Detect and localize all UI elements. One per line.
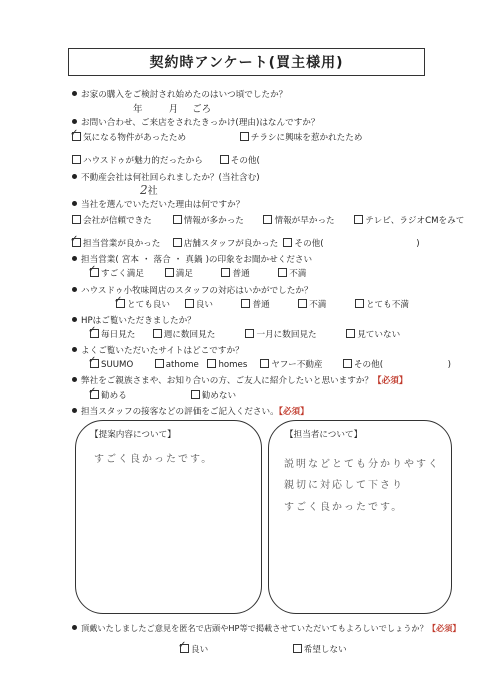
question-evaluation — [72, 405, 309, 417]
option-normal[interactable]: 普通 — [241, 298, 285, 310]
checkbox[interactable] — [72, 215, 81, 224]
close-paren: ) — [416, 239, 420, 249]
option-other[interactable]: その他( — [283, 237, 403, 249]
approx-label: ごろ — [192, 104, 212, 115]
checkbox[interactable] — [185, 299, 194, 308]
recommend-options — [90, 389, 246, 401]
checkbox[interactable] — [155, 359, 164, 368]
option-other[interactable]: その他( — [220, 154, 260, 166]
option-interesting-property[interactable]: 気になる物件があったため — [72, 131, 227, 143]
bullet-icon — [72, 625, 77, 630]
month-label: 月 — [168, 104, 179, 115]
question-sites — [72, 344, 244, 356]
bullet-icon — [72, 408, 77, 413]
question-text: お問い合わせ、ご来店をされたきっかけ(理由)はなんですか？ — [81, 118, 320, 128]
option-no[interactable]: 希望しない — [293, 643, 347, 655]
checkbox[interactable] — [293, 644, 302, 653]
checkbox[interactable] — [343, 359, 352, 368]
option-flyer[interactable]: チラシに興味を惹かれたため — [240, 131, 363, 143]
staff-name: 宮本 — [121, 255, 139, 265]
question-text: 頂戴いたしましたご意見を匿名で店頭やHP等で掲載させていただいてもよろしいでしょうか？ — [81, 623, 428, 633]
checkbox[interactable] — [207, 359, 216, 368]
option-not-recommend[interactable]: 勧めない — [191, 389, 236, 401]
checkbox[interactable] — [221, 268, 230, 277]
option-dissatisfied[interactable]: 不満 — [278, 267, 306, 279]
option-daily[interactable]: 毎日見た — [90, 328, 140, 340]
checkbox[interactable] — [240, 132, 249, 141]
sites-options — [90, 358, 451, 370]
staff-comment-box[interactable] — [268, 420, 452, 614]
checkmark-icon: ✓ — [70, 234, 79, 245]
bullet-icon — [72, 287, 77, 292]
hp-viewed-options — [90, 328, 410, 340]
checkmark-icon: ✓ — [114, 295, 123, 306]
visit-reason-options-row1 — [72, 131, 372, 143]
checkbox[interactable] — [153, 329, 162, 338]
checkbox[interactable] — [72, 155, 81, 164]
handwritten-answer: 2 — [140, 183, 148, 197]
staff-box-label: 【担当者について】 — [285, 430, 363, 440]
checkmark-icon: ✓ — [88, 325, 97, 336]
option-never[interactable]: 見ていない — [346, 328, 400, 340]
option-very-good[interactable]: とても良い — [116, 298, 172, 310]
checkbox[interactable] — [173, 238, 182, 247]
question-publish-consent — [72, 623, 461, 634]
question-staff-response — [72, 284, 313, 296]
option-weekly[interactable]: 週に数回見た — [153, 328, 233, 340]
question-sales-impression: 担当営業( 宮本 ・ 落合 ・ 真鍋 )の印象をお聞かせください — [72, 253, 312, 265]
bullet-icon — [72, 119, 77, 124]
option-housedo-attractive[interactable]: ハウスドゥが魅力的だったから — [72, 154, 207, 166]
checkbox[interactable] — [283, 238, 292, 247]
publish-consent-options — [180, 643, 357, 655]
bullet-icon — [72, 91, 77, 96]
question-text: 当社を選んでいただいた理由は何ですか？ — [81, 200, 245, 210]
staff-name: 落合 — [153, 255, 171, 265]
option-yahoo[interactable]: ヤフー不動産 — [260, 358, 330, 370]
option-homes[interactable]: homes — [207, 360, 247, 370]
question-visit-reason — [72, 116, 319, 128]
proposal-handwritten-answer: すごく良かったです。 — [94, 454, 214, 465]
required-badge: 【必須】 — [373, 376, 408, 386]
question-text: 不動産会社は何社回られましたか？(当社含む) — [81, 173, 260, 183]
option-very-satisfied[interactable]: すごく満足 — [90, 267, 152, 279]
question-text: 弊社をご親族さまや、お知り合いの方、ご友人に紹介したいと思いますか？ — [81, 376, 374, 386]
question-text: ハウスドゥ小牧味岡店のスタッフの対応はいかがでしたか？ — [81, 286, 313, 296]
option-monthly[interactable]: 一月に数回見た — [245, 328, 333, 340]
answer-companies — [140, 182, 158, 197]
checkbox[interactable] — [278, 268, 287, 277]
proposal-box-label: 【提案内容について】 — [90, 430, 176, 440]
staff-name: 真鍋 — [185, 255, 203, 265]
checkbox[interactable] — [220, 155, 229, 164]
checkmark-icon: ✓ — [70, 128, 79, 139]
checkbox[interactable] — [191, 390, 200, 399]
option-athome[interactable]: athome — [155, 360, 195, 370]
bullet-icon — [72, 201, 77, 206]
question-text: 担当スタッフの接客などの評価をご記入ください。 — [81, 407, 279, 417]
option-much-info[interactable]: 情報が多かった — [173, 214, 251, 226]
checkmark-icon: ✓ — [88, 264, 97, 275]
option-good-sales[interactable]: 担当営業が良かった — [72, 237, 160, 249]
answer-timing — [133, 101, 211, 115]
option-normal[interactable]: 普通 — [221, 267, 265, 279]
selection-reason-options-row1 — [72, 214, 474, 226]
required-badge: 【必須】 — [278, 407, 309, 417]
bullet-icon — [72, 377, 77, 382]
checkbox[interactable] — [346, 329, 355, 338]
question-text: お家の購入をご検討され始めたのはいつ頃でしたか？ — [81, 90, 288, 100]
checkbox[interactable] — [245, 329, 254, 338]
option-very-bad[interactable]: とても不満 — [355, 298, 409, 310]
bullet-icon — [72, 347, 77, 352]
checkmark-icon: ✓ — [88, 386, 97, 397]
option-bad[interactable]: 不満 — [298, 298, 342, 310]
bullet-icon — [72, 256, 77, 261]
staff-response-options — [116, 298, 419, 310]
bullet-icon — [72, 317, 77, 322]
year-label: 年 — [133, 104, 143, 115]
checkmark-icon: ✓ — [88, 355, 97, 366]
selection-reason-options-row2 — [72, 237, 420, 249]
question-selection-reason — [72, 198, 244, 210]
page-title: 契約時アンケート(買主様用) — [68, 48, 425, 76]
option-tv-radio[interactable]: テレビ、ラジオCMをみて — [354, 214, 464, 226]
option-good-staff[interactable]: 店舗スタッフが良かった — [173, 237, 271, 249]
visit-reason-options-row2 — [72, 154, 270, 166]
option-good[interactable]: 良い — [185, 298, 229, 310]
bullet-icon — [72, 174, 77, 179]
question-text: HPはご覧いただきましたか？ — [81, 316, 196, 326]
checkmark-icon: ✓ — [178, 640, 187, 651]
staff-handwritten-line: すごく良かったです。 — [284, 502, 404, 513]
sales-impression-options — [90, 267, 316, 279]
checkbox[interactable] — [260, 359, 269, 368]
checkbox[interactable] — [173, 215, 182, 224]
option-other[interactable]: その他( — [343, 358, 435, 370]
option-ok[interactable]: 良い — [180, 643, 280, 655]
close-paren: ) — [447, 360, 452, 370]
option-satisfied[interactable]: 満足 — [165, 267, 209, 279]
option-trust[interactable]: 会社が信頼できた — [72, 214, 160, 226]
unit-label: 社 — [147, 186, 158, 197]
question-purchase-timing — [72, 88, 287, 100]
checkbox[interactable] — [355, 299, 364, 308]
option-suumo[interactable]: SUUMO — [90, 360, 142, 370]
checkbox[interactable] — [354, 215, 363, 224]
option-fast-info[interactable]: 情報が早かった — [263, 214, 341, 226]
checkbox[interactable] — [165, 268, 174, 277]
checkbox[interactable] — [298, 299, 307, 308]
required-badge: 【必須】 — [427, 623, 461, 633]
checkbox[interactable] — [263, 215, 272, 224]
staff-handwritten-line: 親切に対応して下さり — [284, 480, 404, 491]
question-text: よくご覧いただいたサイトはどこですか？ — [81, 346, 244, 356]
option-recommend[interactable]: 勧める — [90, 389, 178, 401]
staff-handwritten-line: 説明などとても分かりやすく — [284, 459, 440, 470]
question-recommend — [72, 374, 407, 386]
checkbox[interactable] — [241, 299, 250, 308]
question-companies-visited — [72, 171, 260, 183]
